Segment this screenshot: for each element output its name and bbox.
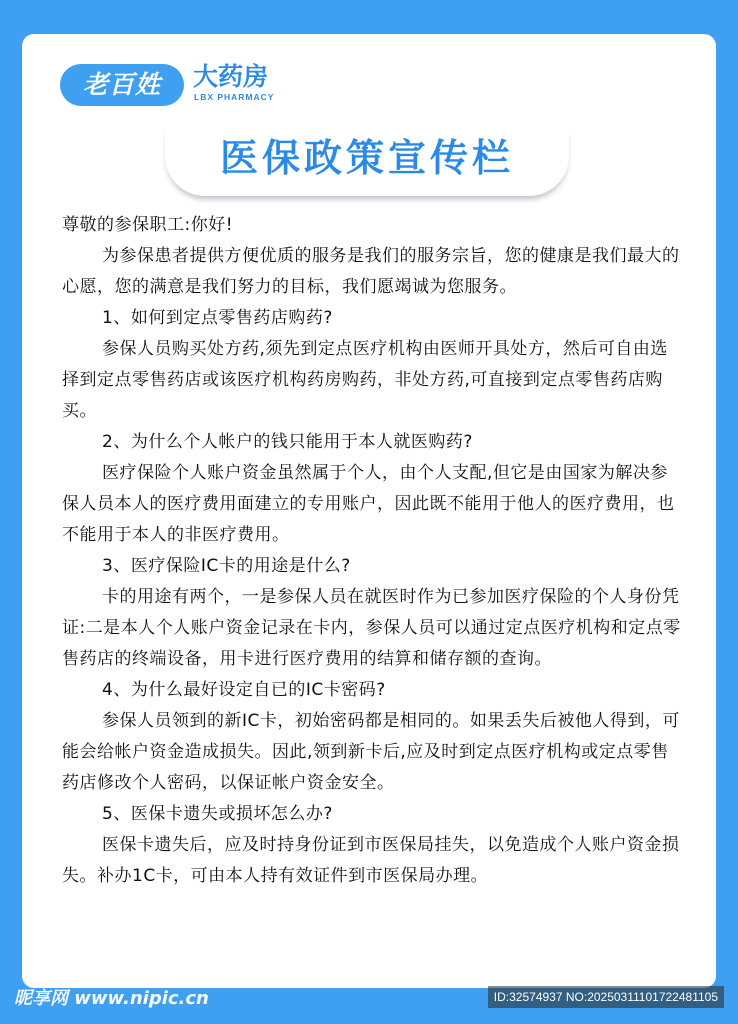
question-heading: 2、为什么个人帐户的钱只能用于本人就医购药? [102,432,473,452]
title-banner [165,128,569,196]
answer-paragraph: 医疗保险个人账户资金虽然属于个人，由个人支配,但它是由国家为解决参保人员本人的医疗费用面建立的专用账户，因此既不能用于他人的医疗费用，也不能用于本人的非医疗费用。 [62,463,675,545]
watermark-id: ID:32574937 NO:20250311101722481105 [488,986,724,1008]
answer-paragraph: 卡的用途有两个，一是参保人员在就医时作为已参加医疗保险的个人身份凭证:二是本人个人账户资金记录在卡内，参保人员可以通过定点医疗机构和定点零售药店的终端设备，用卡进行医疗费用的结算和储存额的查询。 [62,587,681,669]
poster-card [22,34,716,988]
question-heading: 3、医疗保险IC卡的用途是什么? [102,556,351,576]
question-heading: 5、医保卡遗失或损坏怎么办? [102,804,333,824]
intro-paragraph: 为参保患者提供方便优质的服务是我们的服务宗旨，您的健康是我们最大的心愿，您的满意是我们努力的目标，我们愿竭诚为您服务。 [62,246,680,297]
logo-english: LBX PHARMACY [194,92,275,102]
logo-name: 大药房 [193,62,269,91]
watermark-site: 昵享网 www.nipic.cn [14,988,209,1009]
greeting: 尊敬的参保职工:你好! [62,215,234,235]
answer-paragraph: 参保人员购买处方药,须先到定点医疗机构由医师开具处方，然后可自由选择到定点零售药店或该医疗机构药房购药，非处方药,可直接到定点零售药店购买。 [62,339,668,421]
policy-content [62,210,682,892]
logo-badge: 老百姓 [60,64,184,106]
question-heading: 4、为什么最好设定自已的IC卡密码? [102,680,386,700]
page-title: 医保政策宣传栏 [219,136,514,180]
answer-paragraph: 参保人员领到的新IC卡，初始密码都是相同的。如果丢失后被他人得到，可能会给帐户资金造成损失。因此,领到新卡后,应及时到定点医疗机构或定点零售药店修改个人密码，以保证帐户资金安全。 [62,711,680,793]
answer-paragraph: 医保卡遗失后，应及时持身份证到市医保局挂失，以免造成个人账户资金损失。补办1C卡，可由本人持有效证件到市医保局办理。 [62,835,680,886]
question-heading: 1、如何到定点零售药店购药? [102,308,333,328]
